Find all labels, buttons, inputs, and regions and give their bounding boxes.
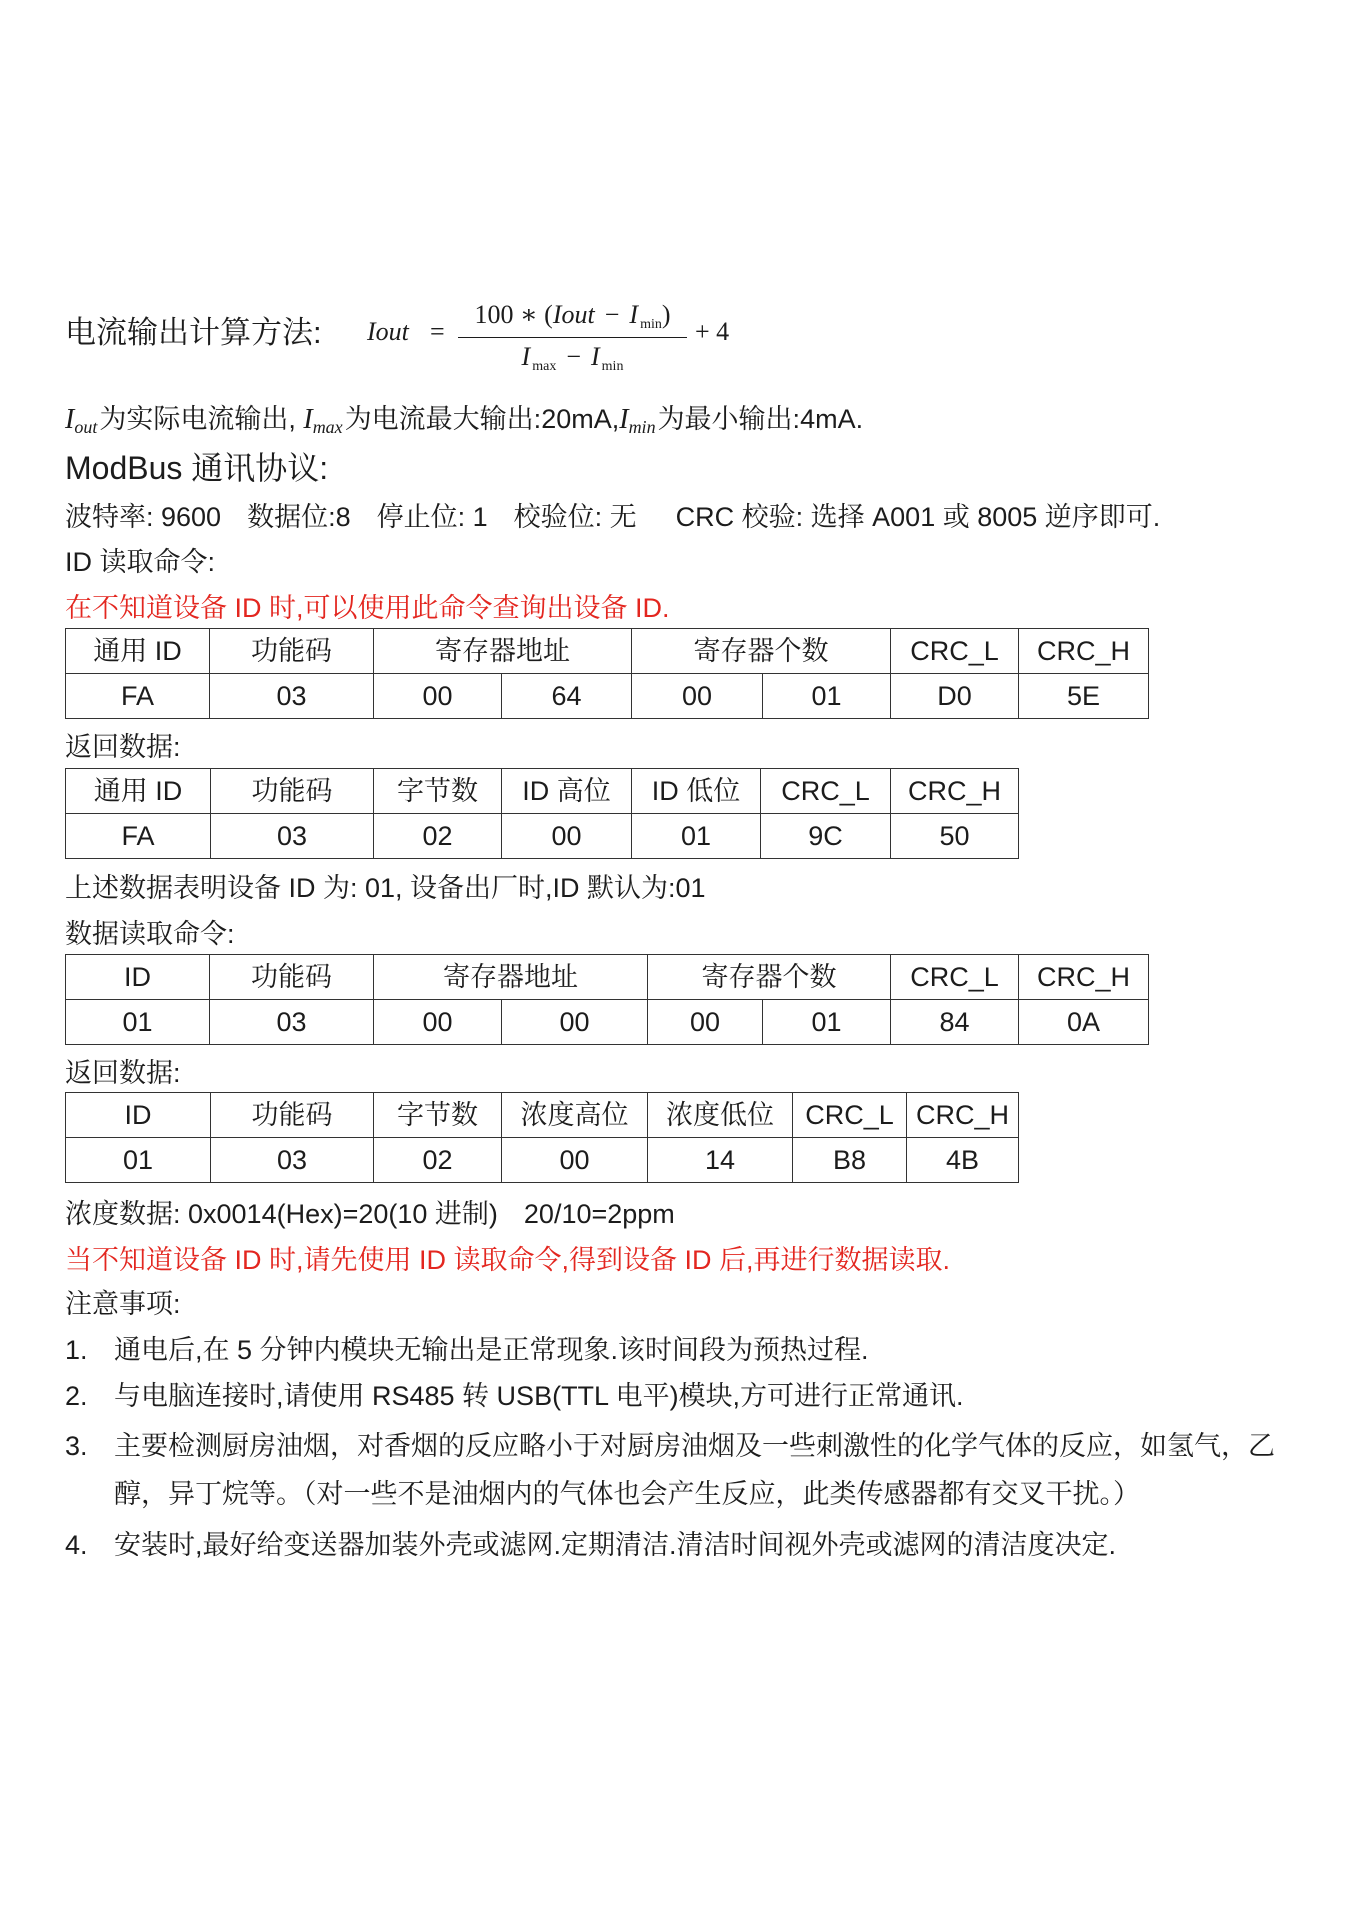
table-cell: 5E [1019, 674, 1149, 719]
denominator-min-subscript: min [601, 359, 624, 374]
table-cell: 00 [374, 674, 502, 719]
table-cell: 0A [1019, 1000, 1149, 1045]
imin-symbol: I [619, 404, 629, 435]
table-cell: 9C [761, 814, 891, 859]
denominator-i-max-symbol: I [521, 342, 531, 371]
header-byte-count: 字节数 [374, 1093, 502, 1138]
header-register-address: 寄存器地址 [374, 955, 648, 1000]
table-cell: 01 [763, 1000, 891, 1045]
iout-subscript: out [74, 417, 98, 437]
table-cell: 14 [648, 1138, 793, 1183]
table-cell: 03 [210, 1000, 374, 1045]
header-general-id: 通用 ID [66, 629, 210, 674]
header-function-code: 功能码 [210, 955, 374, 1000]
table-header-row [66, 769, 1019, 814]
table-cell: 50 [891, 814, 1019, 859]
stop-bits: 停止位: 1 [376, 502, 488, 532]
table-cell: 03 [211, 1138, 374, 1183]
header-id: ID [66, 1093, 211, 1138]
header-function-code: 功能码 [210, 629, 374, 674]
numerator-close-paren: ) [661, 300, 671, 329]
header-id-low: ID 低位 [632, 769, 761, 814]
note-text: 安装时,最好给变送器加装外壳或滤网.定期清洁.清洁时间视外壳或滤网的清洁度决定. [114, 1530, 1117, 1560]
imin-subscript: min [628, 417, 656, 437]
data-bits: 数据位:8 [247, 502, 351, 532]
header-id-high: ID 高位 [502, 769, 632, 814]
header-crc-h: CRC_H [1019, 629, 1149, 674]
baud-rate: 波特率: 9600 [65, 502, 222, 532]
numerator-coefficient: 100 ∗ ( [474, 300, 553, 329]
table-cell: 02 [374, 814, 502, 859]
note-text: 主要检测厨房油烟，对香烟的反应略小于对厨房油烟及一些刺激性的化学气体的反应，如氢气，乙醇，异丁烷等。（对一些不是油烟内的气体也会产生反应，此类传感器都有交叉干扰。） [114, 1431, 1275, 1509]
header-crc-h: CRC_H [1019, 955, 1149, 1000]
table-cell: 00 [374, 1000, 502, 1045]
note-text: 与电脑连接时,请使用 RS485 转 USB(TTL 电平)模块,方可进行正常通讯. [114, 1381, 964, 1411]
denominator-max-subscript: max [532, 359, 557, 374]
table-cell: FA [66, 814, 211, 859]
table-cell: D0 [891, 674, 1019, 719]
iout-symbol: I [65, 404, 75, 435]
formula-denominator [458, 343, 687, 376]
table-cell: 00 [502, 1138, 648, 1183]
concentration-ppm-value: 20/10=2ppm [523, 1199, 675, 1229]
table-cell: 01 [763, 674, 891, 719]
formula-label: 电流输出计算方法: [65, 315, 322, 350]
header-general-id: 通用 ID [66, 769, 211, 814]
imax-symbol: I [303, 404, 313, 435]
formula-numerator [458, 301, 687, 334]
table-row [66, 674, 1149, 719]
table-cell: 03 [210, 674, 374, 719]
id-response-table [65, 768, 1019, 859]
table-cell: B8 [793, 1138, 907, 1183]
header-crc-l: CRC_L [891, 629, 1019, 674]
header-crc-l: CRC_L [793, 1093, 907, 1138]
header-id: ID [66, 955, 210, 1000]
denominator-minus: − [566, 342, 581, 371]
table-cell: 00 [632, 674, 763, 719]
note-number: 4. [65, 1530, 88, 1560]
fraction-bar [458, 337, 687, 338]
note-text: 通电后,在 5 分钟内模块无输出是正常现象.该时间段为预热过程. [114, 1335, 869, 1365]
serial-parameters [65, 500, 1160, 534]
table-cell: 00 [502, 814, 632, 859]
table-header-row [66, 955, 1149, 1000]
header-register-count: 寄存器个数 [648, 955, 891, 1000]
note-item-1 [65, 1333, 1290, 1367]
note-number: 1. [65, 1335, 88, 1365]
data-response-heading: 返回数据: [65, 1058, 181, 1088]
numerator-minus: − [604, 300, 620, 329]
concentration-hex-value: 浓度数据: 0x0014(Hex)=20(10 进制) [65, 1199, 498, 1229]
header-crc-l: CRC_L [761, 769, 891, 814]
table-row [66, 1138, 1019, 1183]
data-read-command-table [65, 954, 1149, 1045]
id-read-warning: 在不知道设备 ID 时,可以使用此命令查询出设备 ID. [65, 593, 670, 623]
table-cell: 02 [374, 1138, 502, 1183]
table-cell: 84 [891, 1000, 1019, 1045]
variable-definitions [65, 402, 863, 439]
notes-heading: 注意事项: [65, 1289, 181, 1319]
table-row [66, 1000, 1149, 1045]
id-response-heading: 返回数据: [65, 732, 181, 762]
formula-plus-four: + 4 [695, 317, 730, 346]
note-item-2 [65, 1379, 1290, 1413]
table-cell: 01 [66, 1000, 210, 1045]
data-response-table [65, 1092, 1019, 1183]
header-crc-l: CRC_L [891, 955, 1019, 1000]
formula-lhs: Iout [367, 317, 409, 346]
denominator-i-min-symbol: I [591, 342, 600, 371]
header-concentration-low: 浓度低位 [648, 1093, 793, 1138]
imax-subscript: max [312, 417, 343, 437]
id-read-command-table [65, 628, 1149, 719]
header-concentration-high: 浓度高位 [502, 1093, 648, 1138]
table-row [66, 814, 1019, 859]
numerator-i-symbol: I [629, 300, 639, 329]
formula-equals: = [430, 317, 445, 346]
table-cell: 00 [648, 1000, 763, 1045]
note-item-4 [65, 1528, 1290, 1562]
table-cell: 01 [66, 1138, 211, 1183]
header-register-address: 寄存器地址 [374, 629, 632, 674]
modbus-heading: ModBus 通讯协议: [65, 450, 329, 486]
numerator-variable: Iout [552, 300, 595, 329]
note-item-3 [65, 1422, 1290, 1518]
parity: 校验位: 无 [513, 502, 637, 532]
header-byte-count: 字节数 [374, 769, 502, 814]
numerator-subscript: min [640, 317, 662, 332]
header-function-code: 功能码 [211, 1093, 374, 1138]
id-response-summary: 上述数据表明设备 ID 为: 01, 设备出厂时,ID 默认为:01 [65, 873, 706, 903]
data-read-warning: 当不知道设备 ID 时,请先使用 ID 读取命令,得到设备 ID 后,再进行数据读取. [65, 1245, 951, 1275]
data-read-heading: 数据读取命令: [65, 919, 235, 949]
note-number: 2. [65, 1381, 88, 1411]
header-function-code: 功能码 [211, 769, 374, 814]
table-cell: 01 [632, 814, 761, 859]
header-crc-h: CRC_H [907, 1093, 1019, 1138]
table-cell: 00 [502, 1000, 648, 1045]
table-cell: 03 [211, 814, 374, 859]
table-header-row [66, 629, 1149, 674]
imax-description: 为电流最大输出:20mA, [344, 404, 620, 434]
table-cell: 4B [907, 1138, 1019, 1183]
iout-description: 为实际电流输出, [99, 404, 304, 434]
table-cell: 64 [502, 674, 632, 719]
crc-check: CRC 校验: 选择 A001 或 8005 逆序即可. [675, 502, 1161, 532]
imin-description: 为最小输出:4mA. [657, 404, 864, 434]
header-crc-h: CRC_H [891, 769, 1019, 814]
table-cell: FA [66, 674, 210, 719]
header-register-count: 寄存器个数 [632, 629, 891, 674]
note-number: 3. [65, 1431, 88, 1461]
id-read-heading: ID 读取命令: [65, 547, 216, 577]
concentration-calculation [65, 1197, 675, 1231]
table-header-row [66, 1093, 1019, 1138]
